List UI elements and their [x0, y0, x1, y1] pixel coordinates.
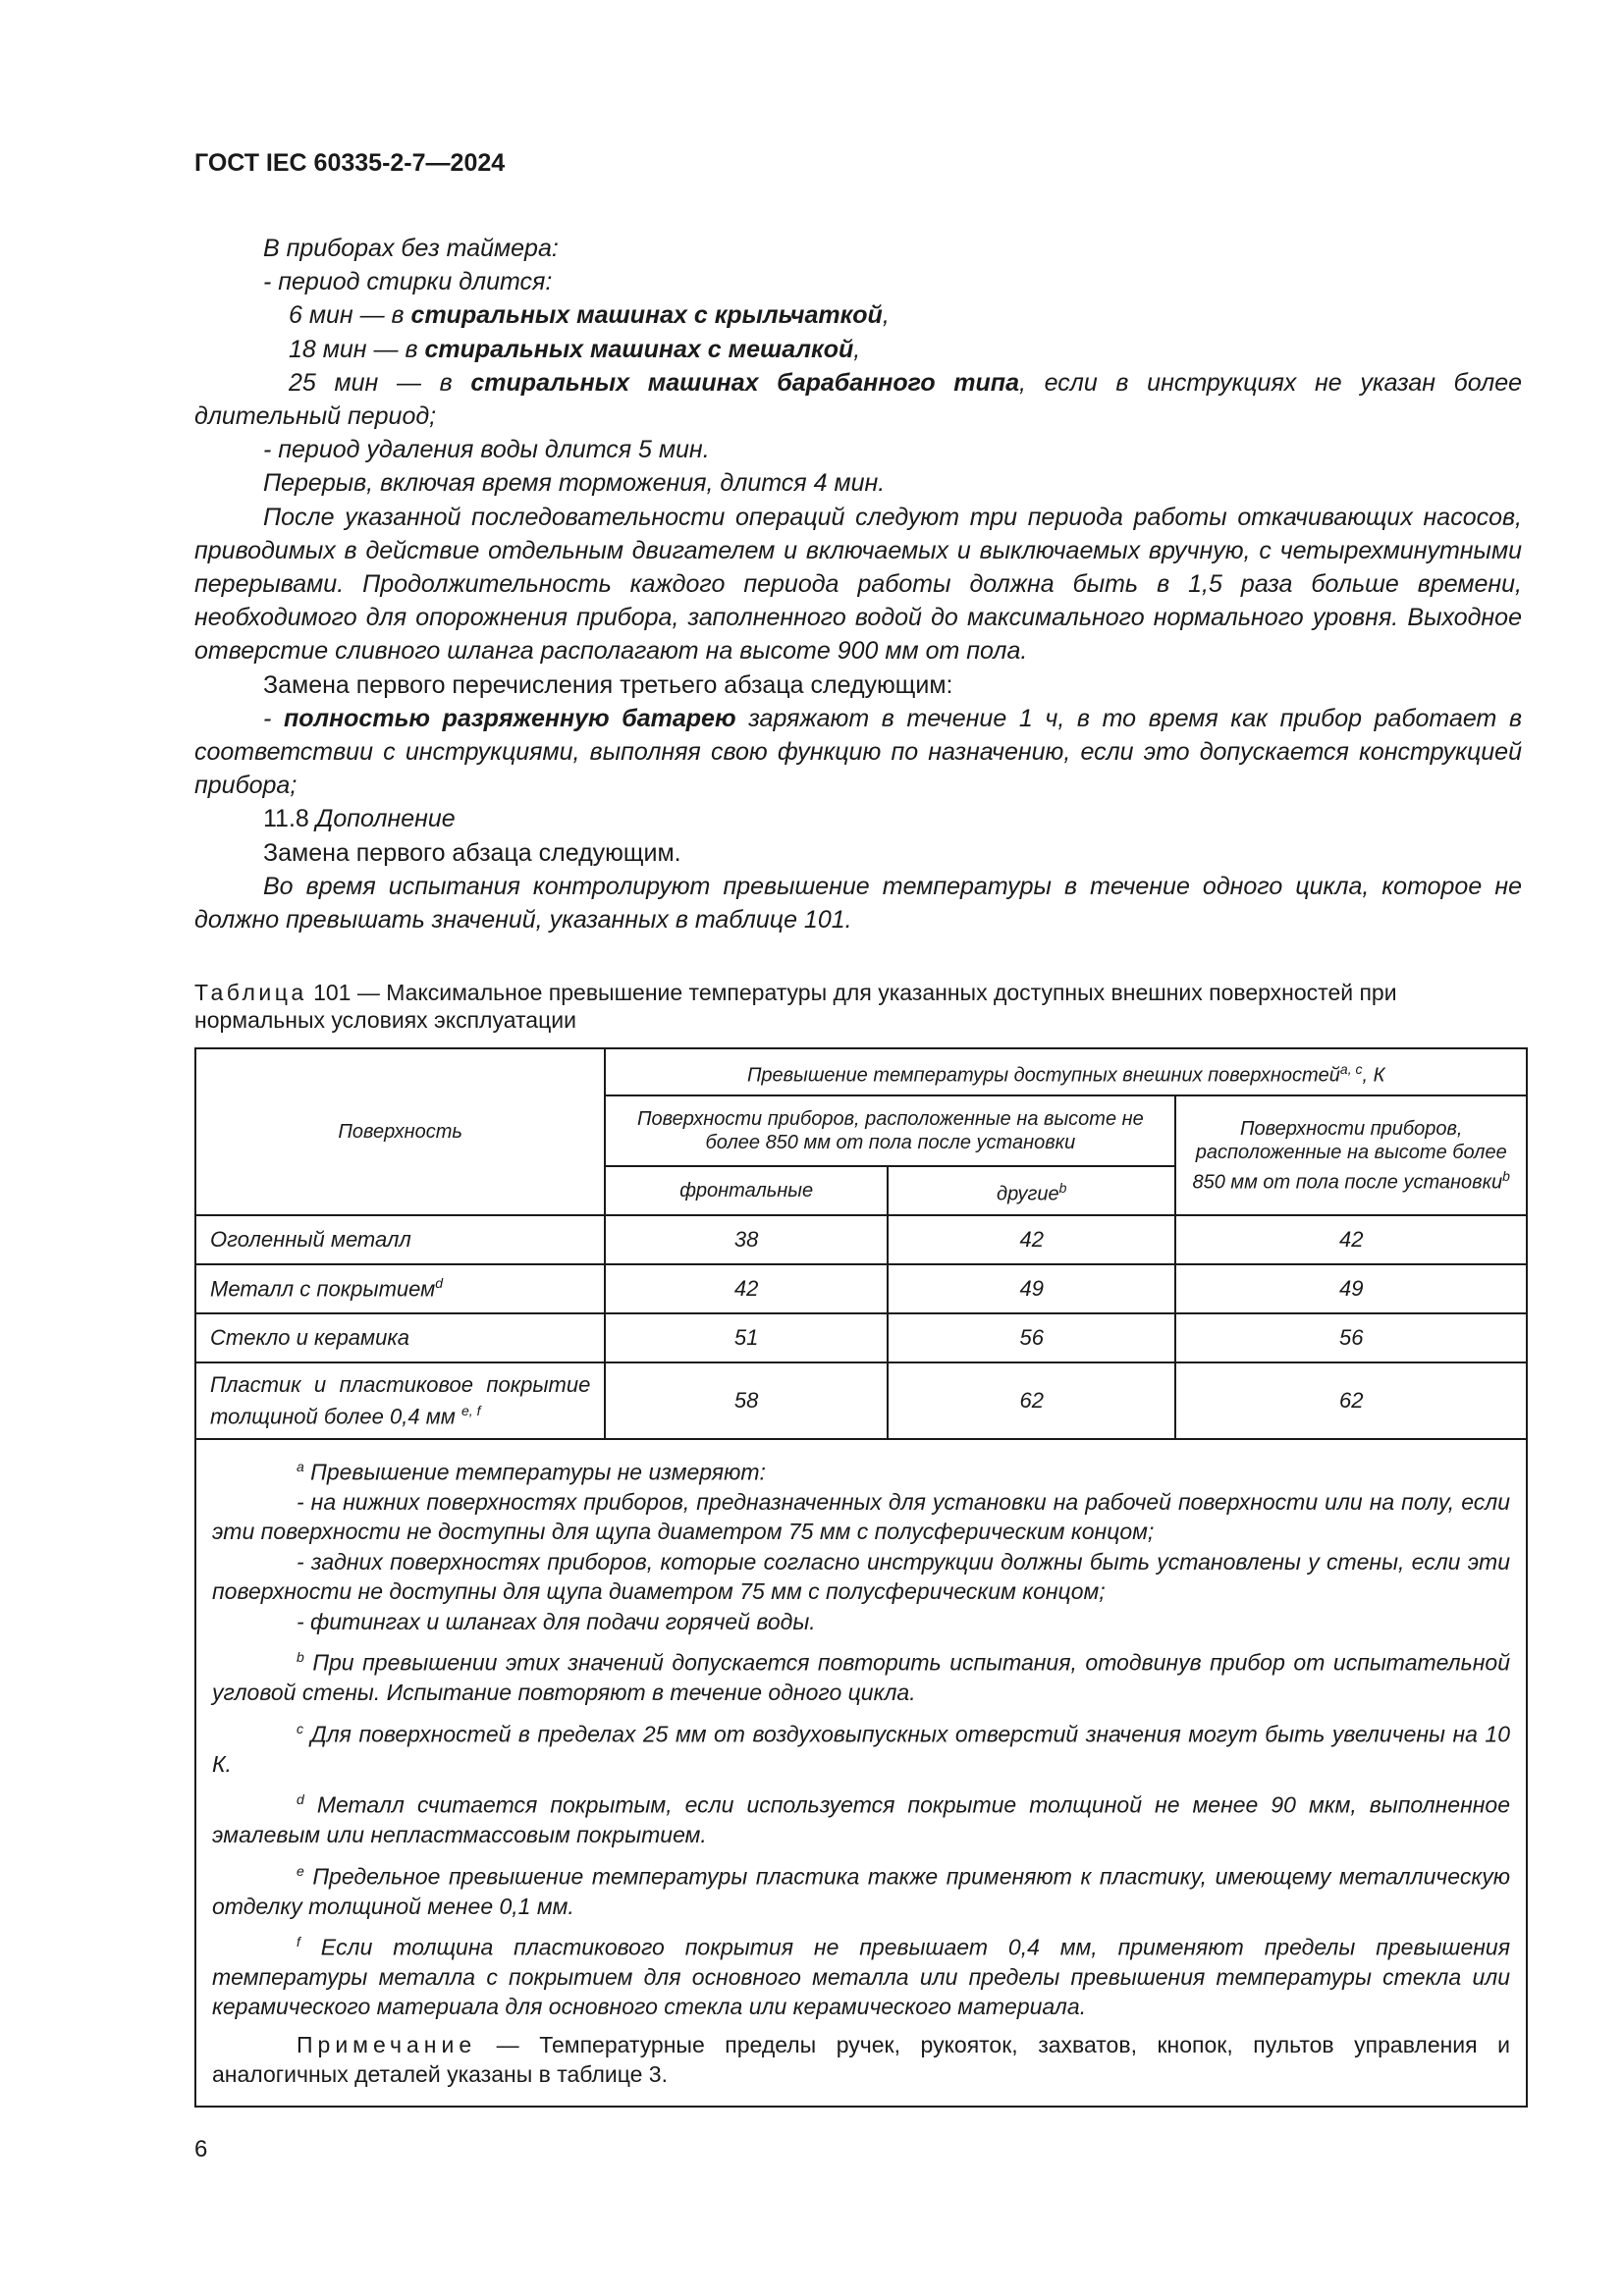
header-text: Превышение температуры доступных внешних поверхностей: [746, 1064, 1340, 1087]
value-front: 38: [605, 1215, 888, 1264]
value-front: 58: [605, 1362, 888, 1439]
footnote-ref: e, f: [461, 1402, 481, 1418]
header-high-surfaces: [1175, 1095, 1527, 1215]
footnote-mark: d: [297, 1791, 304, 1808]
header-unit: , К: [1362, 1064, 1385, 1087]
footnote-d: [212, 1785, 1510, 1849]
footnote-ref: a, c: [1339, 1060, 1363, 1077]
label-text: Пластик и пластиковое покрытие толщиной более 0,4 мм: [210, 1371, 591, 1429]
value-front: 42: [605, 1264, 888, 1313]
footnote-list-item: - на нижних поверхностях приборов, предназначенных для установки на рабочей поверхности или на полу, если эти поверхности не доступны для щупа диаметром 75 мм с полусферическим концом;: [212, 1489, 1510, 1545]
table-footnotes: [195, 1439, 1527, 2107]
footnote-mark: b: [297, 1649, 304, 1666]
surface-label: [195, 1264, 605, 1313]
surface-label: [195, 1215, 605, 1264]
header-text: другие: [997, 1183, 1059, 1205]
footnote-text: Предельное превышение температуры пластика также применяют к пластику, имеющему металлическую отделку толщиной менее 0,1 мм.: [212, 1863, 1510, 1919]
list-item: [194, 298, 1522, 332]
clause-heading: [194, 802, 1522, 835]
temperature-rise-table: [194, 1047, 1528, 2108]
value-other: 62: [888, 1362, 1175, 1439]
label-text: Металл с покрытием: [210, 1276, 436, 1302]
caption-text: 101 — Максимальное превышение температуры для указанных доступных внешних поверхностей при нормальных условиях эксплуатации: [194, 980, 1397, 1033]
list-item: [194, 702, 1522, 803]
footnote-a: [212, 1452, 1510, 1487]
table-footnotes-row: [195, 1439, 1527, 2107]
footnote-text: Для поверхностей в пределах 25 мм от воздуховыпускных отверстий значения могут быть увеличены на 10 К.: [212, 1721, 1510, 1777]
table-row: [195, 1362, 1527, 1439]
value-high: 42: [1175, 1215, 1527, 1264]
footnote-list-item: - задних поверхностях приборов, которые согласно инструкции должны быть установлены у стены, если эти поверхности не доступны для щупа диаметром 75 мм с полусферическим концом;: [212, 1548, 1510, 1605]
footnote-ref: d: [435, 1275, 444, 1292]
list-item: [194, 333, 1522, 366]
text-run: заряжают в течение 1 ч, в то время как прибор работает в соответствии с инструкциями, выполняя свою функцию по назначению, если это допускается конструкцией прибора;: [194, 704, 1522, 800]
surface-label: [195, 1313, 605, 1362]
header-temperature-rise: [605, 1048, 1527, 1095]
footnote-text: При превышении этих значений допускается повторить испытания, отодвинув прибор от испытательной угловой стены. Испытание повторяют в течение одного цикла.: [212, 1649, 1510, 1706]
label-text: Оголенный металл: [210, 1227, 411, 1252]
value-other: 49: [888, 1264, 1175, 1313]
header-surface: Поверхность: [195, 1048, 605, 1215]
value-other: 56: [888, 1313, 1175, 1362]
footnote-b: [212, 1642, 1510, 1707]
note-label: Примечание: [297, 2031, 477, 2057]
footnote-mark: a: [297, 1459, 304, 1474]
paragraph: В приборах без таймера:: [263, 235, 559, 262]
header-other: [888, 1166, 1175, 1215]
footnote-text: Превышение температуры не измеряют:: [303, 1459, 766, 1485]
table-caption: [194, 979, 1522, 1034]
footnote-c: [212, 1714, 1510, 1779]
table-note: [212, 2030, 1510, 2090]
standard-header: ГОСТ IEC 60335-2-7—2024: [194, 149, 506, 177]
footnote-text: Если толщина пластикового покрытия не превышает 0,4 мм, применяют пределы превышения температуры металла с покрытием для основного металла или пределы превышения температуры стекла или керамического материала для основного стекла или керамического материала.: [212, 1934, 1510, 2020]
paragraph: Замена первого перечисления третьего абзаца следующим:: [263, 670, 953, 699]
footnote-ref: b: [1502, 1167, 1510, 1184]
value-other: 42: [888, 1215, 1175, 1264]
text-run: 25 мин — в: [289, 368, 471, 397]
text-run: ,: [853, 335, 861, 363]
paragraph: После указанной последовательности операций следуют три периода работы откачивающих насосов, приводимых в действие отдельным двигателем и включаемых и выключаемых вручную, с четырехминутными перерывами. Продолжительность каждого периода работы должна быть в 1,5 раза больше времени, необходимого для опорожнения прибора, заполненного водой до максимального нормального уровня. Выходное отверстие сливного шланга располагают на высоте 900 мм от пола.: [194, 503, 1522, 666]
list-item: - период стирки длится:: [263, 268, 553, 296]
table-row: [195, 1264, 1527, 1313]
footnote-mark: f: [297, 1933, 300, 1949]
footnote-mark: c: [297, 1720, 303, 1736]
value-high: 56: [1175, 1313, 1527, 1362]
surface-label: [195, 1362, 605, 1439]
text-run: ,: [882, 301, 890, 330]
table-row: [195, 1215, 1527, 1264]
list-item: - период удаления воды длится 5 мин.: [263, 436, 710, 464]
bold-term: полностью разряженную батарею: [283, 704, 736, 732]
text-run: -: [263, 704, 284, 732]
bold-term: стиральных машинах с мешалкой: [424, 335, 854, 363]
value-front: 51: [605, 1313, 888, 1362]
value-high: 49: [1175, 1264, 1527, 1313]
caption-label: Таблица: [194, 980, 307, 1005]
header-text: Поверхности приборов, расположенные на высоте более 850 мм от пола после установки: [1192, 1117, 1507, 1194]
paragraph: Во время испытания контролируют превышение температуры в течение одного цикла, которое не должно превышать значений, указанных в таблице 101.: [194, 872, 1522, 934]
footnote-mark: e: [297, 1862, 304, 1879]
body-text: [194, 232, 1522, 936]
footnote-e: [212, 1856, 1510, 1921]
bold-term: стиральных машинах с крыльчаткой: [410, 301, 883, 330]
value-high: 62: [1175, 1362, 1527, 1439]
header-low-surfaces: Поверхности приборов, расположенные на высоте не более 850 мм от пола после установки: [605, 1095, 1175, 1166]
clause-title: Дополнение: [315, 805, 456, 833]
page-number: 6: [194, 2136, 208, 2163]
footnote-ref: b: [1058, 1179, 1067, 1196]
list-item: [194, 366, 1522, 433]
footnote-text: Металл считается покрытым, если используется покрытие толщиной не менее 90 мкм, выполненное эмалевым или непластмассовым покрытием.: [212, 1791, 1510, 1848]
header-front: фронтальные: [605, 1166, 888, 1215]
paragraph: Перерыв, включая время торможения, длится 4 мин.: [263, 469, 886, 498]
bold-term: стиральных машинах барабанного типа: [470, 368, 1019, 397]
footnote-f: [212, 1927, 1510, 2022]
table-header-row: [195, 1048, 1527, 1095]
label-text: Стекло и керамика: [210, 1325, 409, 1350]
text-run: 18 мин — в: [289, 335, 425, 363]
note-text: — Температурные пределы ручек, рукояток, захватов, кнопок, пультов управления и аналогичных деталей указаны в таблице 3.: [212, 2031, 1510, 2088]
table-row: [195, 1313, 1527, 1362]
clause-number: 11.8: [263, 805, 316, 833]
text-run: 6 мин — в: [289, 301, 411, 330]
paragraph: Замена первого абзаца следующим.: [263, 838, 681, 867]
text-run: , если в инструкциях не указан более длительный период;: [194, 368, 1522, 431]
footnote-list-item: - фитингах и шлангах для подачи горячей воды.: [297, 1608, 816, 1634]
